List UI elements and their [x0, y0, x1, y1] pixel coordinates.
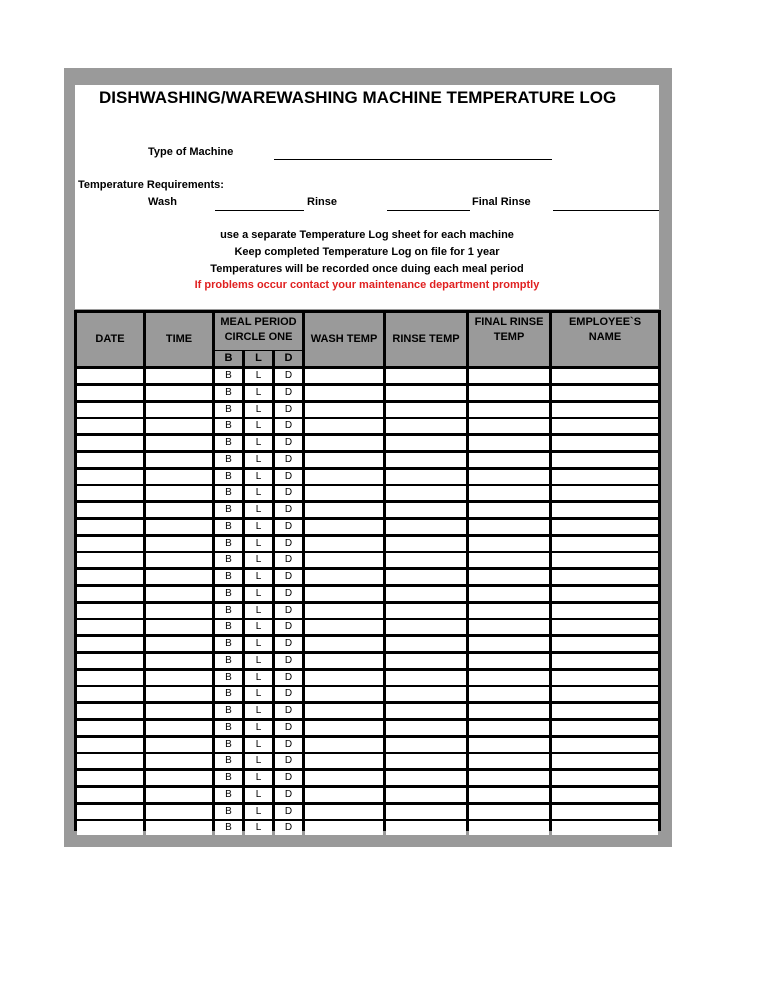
date-cell[interactable]	[77, 604, 143, 618]
meal-d-option[interactable]: D	[275, 587, 302, 601]
employee-name-cell[interactable]	[552, 805, 658, 819]
rinse-temp-cell[interactable]	[386, 403, 466, 417]
meal-l-option[interactable]: L	[245, 637, 272, 651]
meal-l-option[interactable]: L	[245, 721, 272, 735]
meal-l-option[interactable]: L	[245, 453, 272, 467]
meal-d-option[interactable]: D	[275, 470, 302, 484]
employee-name-cell[interactable]	[552, 821, 658, 835]
rinse-temp-cell[interactable]	[386, 604, 466, 618]
date-cell[interactable]	[77, 436, 143, 450]
meal-l-option[interactable]: L	[245, 570, 272, 584]
wash-temp-cell[interactable]	[305, 637, 383, 651]
employee-name-cell[interactable]	[552, 453, 658, 467]
rinse-label: Rinse	[307, 196, 337, 208]
header-time	[146, 313, 212, 366]
wash-temp-cell[interactable]	[305, 470, 383, 484]
wash-temp-cell[interactable]	[305, 721, 383, 735]
date-cell[interactable]	[77, 419, 143, 433]
time-cell[interactable]	[146, 587, 212, 601]
meal-d-option[interactable]: D	[275, 754, 302, 768]
wash-temp-cell[interactable]	[305, 738, 383, 752]
date-cell[interactable]	[77, 721, 143, 735]
rinse-temp-cell[interactable]	[386, 453, 466, 467]
meal-b-option[interactable]: B	[215, 436, 242, 450]
wash-temp-cell[interactable]	[305, 570, 383, 584]
meal-b-option[interactable]: B	[215, 403, 242, 417]
rinse-temp-cell[interactable]	[386, 771, 466, 785]
header-rinse-temp-text: RINSE TEMP	[392, 333, 460, 345]
date-cell[interactable]	[77, 620, 143, 634]
meal-b-option[interactable]: B	[215, 453, 242, 467]
final-rinse-temp-cell[interactable]	[469, 537, 549, 551]
meal-d-option[interactable]: D	[275, 386, 302, 400]
employee-name-cell[interactable]	[552, 587, 658, 601]
employee-name-cell[interactable]	[552, 604, 658, 618]
header-date-text: DATE	[95, 333, 125, 345]
final-rinse-temp-cell[interactable]	[469, 520, 549, 534]
meal-b-option[interactable]: B	[215, 704, 242, 718]
date-cell[interactable]	[77, 470, 143, 484]
rinse-temp-cell[interactable]	[386, 620, 466, 634]
meal-d-option[interactable]: D	[275, 620, 302, 634]
meal-l-option[interactable]: L	[245, 419, 272, 433]
note-keep-on-file: Keep completed Temperature Log on file for 1 year	[234, 246, 500, 258]
time-cell[interactable]	[146, 436, 212, 450]
final-rinse-temp-cell[interactable]	[469, 805, 549, 819]
meal-b-option[interactable]: B	[215, 369, 242, 383]
meal-b-option[interactable]: B	[215, 620, 242, 634]
rinse-temp-cell[interactable]	[386, 553, 466, 567]
wash-temp-cell[interactable]	[305, 453, 383, 467]
final-rinse-temp-cell[interactable]	[469, 671, 549, 685]
date-cell[interactable]	[77, 654, 143, 668]
meal-d-option[interactable]: D	[275, 721, 302, 735]
rinse-field[interactable]	[387, 210, 470, 211]
meal-d-option[interactable]: D	[275, 671, 302, 685]
rinse-temp-cell[interactable]	[386, 537, 466, 551]
time-cell[interactable]	[146, 738, 212, 752]
meal-l-option[interactable]: L	[245, 369, 272, 383]
rinse-temp-cell[interactable]	[386, 805, 466, 819]
header-meal-d: D	[275, 351, 302, 366]
meal-b-option[interactable]: B	[215, 486, 242, 500]
employee-name-cell[interactable]	[552, 470, 658, 484]
employee-name-cell[interactable]	[552, 738, 658, 752]
time-cell[interactable]	[146, 620, 212, 634]
meal-d-option[interactable]: D	[275, 419, 302, 433]
meal-l-option[interactable]: L	[245, 386, 272, 400]
meal-b-option[interactable]: B	[215, 587, 242, 601]
header-rinse-temp	[386, 313, 466, 366]
final-rinse-temp-cell[interactable]	[469, 403, 549, 417]
meal-b-option[interactable]: B	[215, 771, 242, 785]
time-cell[interactable]	[146, 805, 212, 819]
rinse-temp-cell[interactable]	[386, 721, 466, 735]
meal-b-option[interactable]: B	[215, 805, 242, 819]
meal-l-option[interactable]: L	[245, 654, 272, 668]
employee-name-cell[interactable]	[552, 403, 658, 417]
meal-b-option[interactable]: B	[215, 671, 242, 685]
meal-d-option[interactable]: D	[275, 436, 302, 450]
header-time-text: TIME	[165, 333, 193, 345]
employee-name-cell[interactable]	[552, 386, 658, 400]
meal-l-option[interactable]: L	[245, 805, 272, 819]
meal-l-option[interactable]: L	[245, 788, 272, 802]
time-cell[interactable]	[146, 704, 212, 718]
employee-name-cell[interactable]	[552, 419, 658, 433]
meal-d-option[interactable]: D	[275, 553, 302, 567]
time-cell[interactable]	[146, 637, 212, 651]
meal-b-option[interactable]: B	[215, 738, 242, 752]
time-cell[interactable]	[146, 537, 212, 551]
rinse-temp-cell[interactable]	[386, 419, 466, 433]
meal-d-option[interactable]: D	[275, 486, 302, 500]
employee-name-cell[interactable]	[552, 620, 658, 634]
wash-temp-cell[interactable]	[305, 704, 383, 718]
temperature-log-table	[74, 310, 661, 831]
employee-name-cell[interactable]	[552, 520, 658, 534]
final-rinse-temp-cell[interactable]	[469, 704, 549, 718]
employee-name-cell[interactable]	[552, 754, 658, 768]
meal-l-option[interactable]: L	[245, 687, 272, 701]
final-rinse-temp-cell[interactable]	[469, 654, 549, 668]
rinse-temp-cell[interactable]	[386, 587, 466, 601]
final-rinse-temp-cell[interactable]	[469, 587, 549, 601]
meal-l-option[interactable]: L	[245, 403, 272, 417]
temperature-requirements-label: Temperature Requirements:	[78, 179, 224, 191]
wash-temp-cell[interactable]	[305, 369, 383, 383]
rinse-temp-cell[interactable]	[386, 470, 466, 484]
time-cell[interactable]	[146, 604, 212, 618]
meal-d-option[interactable]: D	[275, 520, 302, 534]
date-cell[interactable]	[77, 537, 143, 551]
final-rinse-temp-cell[interactable]	[469, 721, 549, 735]
header-wash-temp	[305, 313, 383, 366]
time-cell[interactable]	[146, 721, 212, 735]
meal-d-option[interactable]: D	[275, 403, 302, 417]
final-rinse-field[interactable]	[553, 210, 659, 211]
date-cell[interactable]	[77, 637, 143, 651]
wash-temp-cell[interactable]	[305, 671, 383, 685]
rinse-temp-cell[interactable]	[386, 738, 466, 752]
time-cell[interactable]	[146, 403, 212, 417]
header-meal-period-line1: MEAL PERIOD	[220, 316, 297, 328]
date-cell[interactable]	[77, 771, 143, 785]
meal-b-option[interactable]: B	[215, 654, 242, 668]
header-meal-period-line2: CIRCLE ONE	[224, 331, 293, 343]
date-cell[interactable]	[77, 738, 143, 752]
wash-temp-cell[interactable]	[305, 805, 383, 819]
rinse-temp-cell[interactable]	[386, 687, 466, 701]
final-rinse-temp-cell[interactable]	[469, 637, 549, 651]
meal-d-option[interactable]: D	[275, 570, 302, 584]
wash-temp-cell[interactable]	[305, 403, 383, 417]
final-rinse-temp-cell[interactable]	[469, 436, 549, 450]
meal-l-option[interactable]: L	[245, 604, 272, 618]
header-employee-line2: NAME	[588, 331, 622, 343]
meal-l-option[interactable]: L	[245, 821, 272, 835]
employee-name-cell[interactable]	[552, 771, 658, 785]
date-cell[interactable]	[77, 821, 143, 835]
meal-l-option[interactable]: L	[245, 620, 272, 634]
employee-name-cell[interactable]	[552, 637, 658, 651]
final-rinse-temp-cell[interactable]	[469, 570, 549, 584]
wash-temp-cell[interactable]	[305, 654, 383, 668]
time-cell[interactable]	[146, 386, 212, 400]
header-wash-temp-text: WASH TEMP	[310, 333, 378, 345]
header-final-rinse-line1: FINAL RINSE	[474, 316, 544, 328]
rinse-temp-cell[interactable]	[386, 654, 466, 668]
final-rinse-temp-cell[interactable]	[469, 821, 549, 835]
employee-name-cell[interactable]	[552, 788, 658, 802]
employee-name-cell[interactable]	[552, 654, 658, 668]
meal-d-option[interactable]: D	[275, 453, 302, 467]
rinse-temp-cell[interactable]	[386, 570, 466, 584]
rinse-temp-cell[interactable]	[386, 436, 466, 450]
rinse-temp-cell[interactable]	[386, 486, 466, 500]
meal-d-option[interactable]: D	[275, 704, 302, 718]
time-cell[interactable]	[146, 654, 212, 668]
meal-b-option[interactable]: B	[215, 503, 242, 517]
final-rinse-temp-cell[interactable]	[469, 453, 549, 467]
time-cell[interactable]	[146, 570, 212, 584]
header-employee-name	[552, 313, 658, 366]
date-cell[interactable]	[77, 704, 143, 718]
meal-b-option[interactable]: B	[215, 386, 242, 400]
wash-temp-cell[interactable]	[305, 520, 383, 534]
date-cell[interactable]	[77, 553, 143, 567]
wash-temp-cell[interactable]	[305, 537, 383, 551]
time-cell[interactable]	[146, 453, 212, 467]
final-rinse-temp-cell[interactable]	[469, 470, 549, 484]
form-title: DISHWASHING/WAREWASHING MACHINE TEMPERATURE LOG	[99, 88, 617, 107]
meal-d-option[interactable]: D	[275, 369, 302, 383]
employee-name-cell[interactable]	[552, 687, 658, 701]
note-separate-log: use a separate Temperature Log sheet for each machine	[220, 229, 514, 241]
date-cell[interactable]	[77, 403, 143, 417]
time-cell[interactable]	[146, 821, 212, 835]
wash-temp-cell[interactable]	[305, 486, 383, 500]
rinse-temp-cell[interactable]	[386, 671, 466, 685]
meal-d-option[interactable]: D	[275, 537, 302, 551]
wash-temp-cell[interactable]	[305, 788, 383, 802]
wash-temp-cell[interactable]	[305, 771, 383, 785]
meal-d-option[interactable]: D	[275, 771, 302, 785]
date-cell[interactable]	[77, 570, 143, 584]
header-meal-b: B	[215, 351, 242, 366]
meal-l-option[interactable]: L	[245, 587, 272, 601]
date-cell[interactable]	[77, 687, 143, 701]
header-employee-line1: EMPLOYEE`S	[568, 316, 642, 328]
meal-d-option[interactable]: D	[275, 637, 302, 651]
header-final-rinse-temp	[469, 313, 549, 366]
type-of-machine-field[interactable]	[274, 159, 552, 160]
meal-b-option[interactable]: B	[215, 553, 242, 567]
meal-d-option[interactable]: D	[275, 738, 302, 752]
wash-temp-cell[interactable]	[305, 620, 383, 634]
meal-d-option[interactable]: D	[275, 788, 302, 802]
meal-l-option[interactable]: L	[245, 553, 272, 567]
meal-d-option[interactable]: D	[275, 687, 302, 701]
date-cell[interactable]	[77, 805, 143, 819]
wash-temp-cell[interactable]	[305, 419, 383, 433]
time-cell[interactable]	[146, 486, 212, 500]
final-rinse-label: Final Rinse	[472, 196, 531, 208]
date-cell[interactable]	[77, 754, 143, 768]
final-rinse-temp-cell[interactable]	[469, 486, 549, 500]
meal-d-option[interactable]: D	[275, 821, 302, 835]
time-cell[interactable]	[146, 771, 212, 785]
time-cell[interactable]	[146, 503, 212, 517]
final-rinse-temp-cell[interactable]	[469, 369, 549, 383]
employee-name-cell[interactable]	[552, 436, 658, 450]
wash-temp-cell[interactable]	[305, 754, 383, 768]
meal-b-option[interactable]: B	[215, 537, 242, 551]
meal-d-option[interactable]: D	[275, 654, 302, 668]
final-rinse-temp-cell[interactable]	[469, 771, 549, 785]
meal-l-option[interactable]: L	[245, 771, 272, 785]
wash-temp-cell[interactable]	[305, 687, 383, 701]
employee-name-cell[interactable]	[552, 537, 658, 551]
meal-b-option[interactable]: B	[215, 687, 242, 701]
date-cell[interactable]	[77, 486, 143, 500]
meal-b-option[interactable]: B	[215, 470, 242, 484]
rinse-temp-cell[interactable]	[386, 704, 466, 718]
meal-l-option[interactable]: L	[245, 537, 272, 551]
date-cell[interactable]	[77, 520, 143, 534]
meal-b-option[interactable]: B	[215, 754, 242, 768]
wash-temp-cell[interactable]	[305, 604, 383, 618]
meal-l-option[interactable]: L	[245, 470, 272, 484]
wash-temp-cell[interactable]	[305, 503, 383, 517]
time-cell[interactable]	[146, 687, 212, 701]
employee-name-cell[interactable]	[552, 553, 658, 567]
header-final-rinse-line2: TEMP	[493, 331, 525, 343]
time-cell[interactable]	[146, 520, 212, 534]
date-cell[interactable]	[77, 369, 143, 383]
date-cell[interactable]	[77, 503, 143, 517]
date-cell[interactable]	[77, 453, 143, 467]
rinse-temp-cell[interactable]	[386, 503, 466, 517]
date-cell[interactable]	[77, 671, 143, 685]
rinse-temp-cell[interactable]	[386, 520, 466, 534]
employee-name-cell[interactable]	[552, 671, 658, 685]
time-cell[interactable]	[146, 671, 212, 685]
type-of-machine-label: Type of Machine	[148, 146, 234, 158]
final-rinse-temp-cell[interactable]	[469, 503, 549, 517]
meal-l-option[interactable]: L	[245, 503, 272, 517]
rinse-temp-cell[interactable]	[386, 637, 466, 651]
wash-temp-cell[interactable]	[305, 553, 383, 567]
meal-b-option[interactable]: B	[215, 721, 242, 735]
meal-b-option[interactable]: B	[215, 570, 242, 584]
rinse-temp-cell[interactable]	[386, 821, 466, 835]
wash-field[interactable]	[215, 210, 304, 211]
final-rinse-temp-cell[interactable]	[469, 386, 549, 400]
rinse-temp-cell[interactable]	[386, 788, 466, 802]
wash-temp-cell[interactable]	[305, 436, 383, 450]
wash-temp-cell[interactable]	[305, 821, 383, 835]
meal-l-option[interactable]: L	[245, 738, 272, 752]
final-rinse-temp-cell[interactable]	[469, 419, 549, 433]
meal-l-option[interactable]: L	[245, 704, 272, 718]
employee-name-cell[interactable]	[552, 704, 658, 718]
final-rinse-temp-cell[interactable]	[469, 604, 549, 618]
time-cell[interactable]	[146, 419, 212, 433]
meal-b-option[interactable]: B	[215, 637, 242, 651]
meal-b-option[interactable]: B	[215, 821, 242, 835]
meal-l-option[interactable]: L	[245, 520, 272, 534]
meal-d-option[interactable]: D	[275, 604, 302, 618]
final-rinse-temp-cell[interactable]	[469, 553, 549, 567]
employee-name-cell[interactable]	[552, 721, 658, 735]
rinse-temp-cell[interactable]	[386, 369, 466, 383]
meal-b-option[interactable]: B	[215, 788, 242, 802]
header-date	[77, 313, 143, 366]
time-cell[interactable]	[146, 754, 212, 768]
final-rinse-temp-cell[interactable]	[469, 788, 549, 802]
date-cell[interactable]	[77, 386, 143, 400]
header-meal-l: L	[245, 351, 272, 366]
meal-l-option[interactable]: L	[245, 436, 272, 450]
time-cell[interactable]	[146, 369, 212, 383]
employee-name-cell[interactable]	[552, 503, 658, 517]
meal-d-option[interactable]: D	[275, 503, 302, 517]
wash-temp-cell[interactable]	[305, 386, 383, 400]
date-cell[interactable]	[77, 587, 143, 601]
wash-label: Wash	[148, 196, 177, 208]
rinse-temp-cell[interactable]	[386, 754, 466, 768]
employee-name-cell[interactable]	[552, 486, 658, 500]
date-cell[interactable]	[77, 788, 143, 802]
meal-l-option[interactable]: L	[245, 486, 272, 500]
rinse-temp-cell[interactable]	[386, 386, 466, 400]
time-cell[interactable]	[146, 553, 212, 567]
meal-b-option[interactable]: B	[215, 520, 242, 534]
final-rinse-temp-cell[interactable]	[469, 754, 549, 768]
wash-temp-cell[interactable]	[305, 587, 383, 601]
final-rinse-temp-cell[interactable]	[469, 620, 549, 634]
employee-name-cell[interactable]	[552, 570, 658, 584]
meal-d-option[interactable]: D	[275, 805, 302, 819]
meal-b-option[interactable]: B	[215, 419, 242, 433]
time-cell[interactable]	[146, 788, 212, 802]
final-rinse-temp-cell[interactable]	[469, 738, 549, 752]
employee-name-cell[interactable]	[552, 369, 658, 383]
time-cell[interactable]	[146, 470, 212, 484]
meal-l-option[interactable]: L	[245, 671, 272, 685]
final-rinse-temp-cell[interactable]	[469, 687, 549, 701]
note-recorded-each-period: Temperatures will be recorded once duing each meal period	[210, 263, 524, 275]
meal-b-option[interactable]: B	[215, 604, 242, 618]
warning-note: If problems occur contact your maintenance department promptly	[194, 279, 540, 291]
meal-l-option[interactable]: L	[245, 754, 272, 768]
